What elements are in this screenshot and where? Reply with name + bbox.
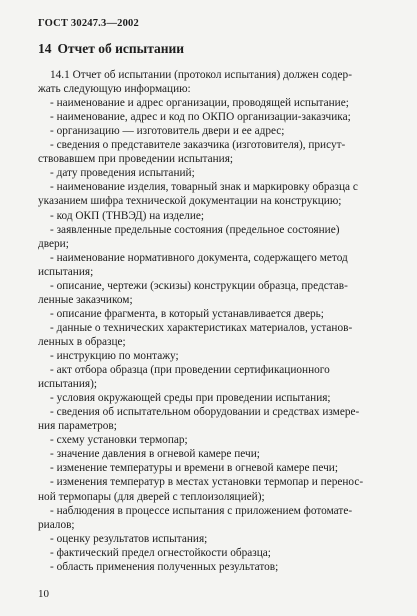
body-text-line: - оценку результатов испытания;: [50, 532, 208, 545]
document-header: ГОСТ 30247.3—2002: [38, 18, 139, 29]
body-text-line: - инструкцию по монтажу;: [50, 350, 179, 362]
body-text-line: ной термопары (для дверей с теплоизоляцией);: [38, 490, 265, 503]
body-text-line: - область применения полученных результатов;: [50, 560, 279, 573]
body-text-line: - дату проведения испытаний;: [50, 167, 195, 180]
body-text-line: - фактический предел огнестойкости образца;: [50, 546, 271, 559]
body-text-line: испытания;: [38, 265, 94, 278]
body-text-line: - организацию — изготовитель двери и ее адрес;: [50, 125, 285, 138]
body-text-line: двери;: [38, 237, 69, 250]
body-text-line: - заявленные предельные состояния (предельное состояние): [50, 223, 340, 236]
body-text-line: - изменения температур в местах установки термопар и перенос-: [50, 476, 364, 489]
section-title-text: Отчет об испытании: [57, 41, 185, 56]
body-text-line: - условия окружающей среды при проведении испытания;: [50, 392, 331, 405]
body-text-line: ленных в образце;: [38, 335, 126, 348]
body-text-line: испытания);: [38, 378, 97, 391]
body-text-line: 14.1 Отчет об испытании (протокол испытания) должен содер-: [50, 69, 352, 81]
body-text-line: риалов;: [38, 518, 75, 531]
body-text-line: ния параметров;: [38, 420, 117, 433]
body-text-line: - наименование, адрес и код по ОКПО организации-заказчика;: [50, 111, 351, 124]
body-text-line: - сведения о представителе заказчика (изготовителя), присут-: [50, 139, 346, 152]
body-text-line: - наименование и адрес организации, проводящей испытание;: [50, 97, 349, 110]
body-text-line: - схему установки термопар;: [50, 434, 188, 447]
body-text-line: жать следующую информацию:: [38, 83, 191, 96]
body-text-line: ствовавшем при проведении испытания;: [38, 153, 234, 166]
section-number: 14: [38, 41, 52, 56]
body-text-line: - данные о технических характеристиках материалов, установ-: [50, 321, 353, 334]
page-number: 10: [38, 588, 49, 600]
body-text-line: - сведения об испытательном оборудовании и средствах измере-: [50, 406, 360, 419]
body-text-line: - наименование нормативного документа, содержащего метод: [50, 251, 348, 264]
section-heading: [38, 41, 184, 57]
body-text-line: - наименование изделия, товарный знак и маркировку образца с: [50, 181, 358, 194]
body-text-line: - значение давления в огневой камере печи;: [50, 448, 260, 461]
body-text-line: указанием шифра технической документации на конструкцию;: [38, 195, 342, 208]
body-text-line: - наблюдения в процессе испытания с приложением фотомате-: [50, 504, 353, 517]
body-text-line: - описание, чертежи (эскизы) конструкции образца, представ-: [50, 279, 348, 292]
body-text-line: - описание фрагмента, в который устанавливается дверь;: [50, 307, 324, 320]
body-text-line: ленные заказчиком;: [38, 293, 133, 306]
body-text-line: - изменение температуры и времени в огневой камере печи;: [50, 462, 338, 475]
body-text-line: - код ОКП (ТНВЭД) на изделие;: [50, 209, 205, 222]
body-text-line: - акт отбора образца (при проведении сертификационного: [50, 364, 330, 377]
